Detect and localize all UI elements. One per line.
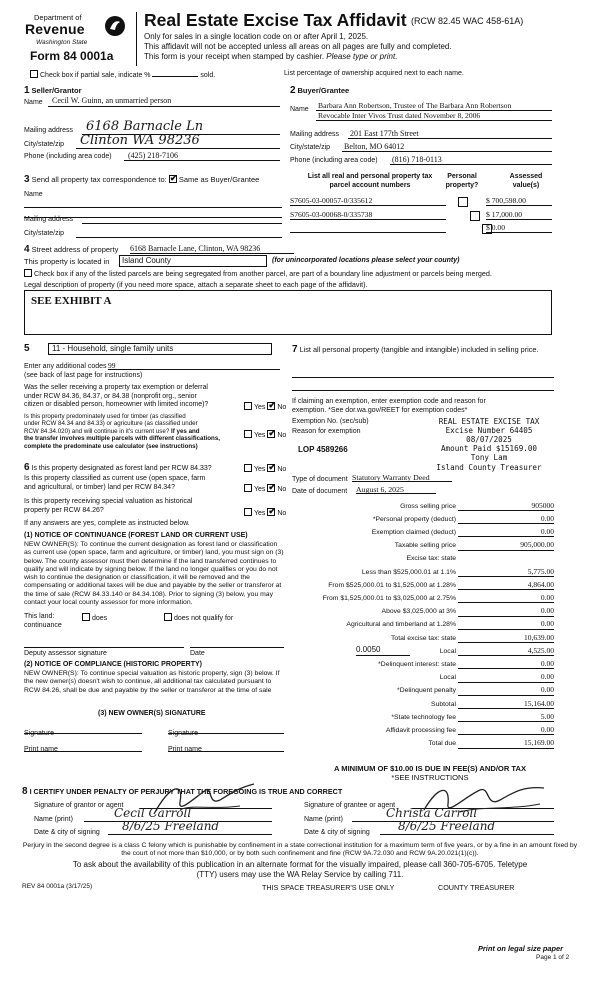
- tax-row-leader: [458, 668, 488, 669]
- sec6-q1: [24, 462, 212, 475]
- tax-row: [296, 606, 554, 617]
- forest-yes[interactable]: [244, 464, 252, 472]
- parcel-number-field[interactable]: [290, 223, 446, 233]
- seller-phone-field[interactable]: (425) 218-7106: [124, 151, 280, 161]
- tax-row-leader: [458, 616, 488, 617]
- tax-row-leader: [458, 708, 488, 709]
- tax-row: [296, 698, 554, 709]
- q-exemption-line-1: Was the seller receiving a property tax exemption or deferral: [24, 384, 208, 391]
- dept-line: Department of: [34, 13, 82, 22]
- tax-row-label: Exemption claimed (deduct): [371, 528, 456, 536]
- buyer-mail-field[interactable]: 201 East 177th Street: [348, 129, 552, 139]
- street-address-field[interactable]: 6168 Barnacle Lane, Clinton, WA 98236: [130, 244, 294, 254]
- personal-header-2: property?: [445, 181, 479, 189]
- notice-compliance-heading: (2) NOTICE OF COMPLIANCE (HISTORIC PROPERTY): [24, 661, 202, 668]
- sec3-name-field[interactable]: [24, 200, 282, 208]
- tax-row-leader: [458, 642, 488, 643]
- legal-paper-note: Print on legal size paper: [478, 944, 564, 953]
- stamp-line-4: Amount Paid $15169.00: [440, 444, 537, 454]
- exemption-line-1: If claiming an exemption, enter exemption code and reason for: [292, 398, 486, 405]
- tax-row-leader: [458, 734, 488, 735]
- exemption-line-2: exemption. *See dor.wa.gov/REET for exemption codes*: [292, 406, 468, 414]
- tax-row-label: From $525,000.01 to $1,525,000 at 1.28%: [328, 581, 456, 589]
- assessed-value-field[interactable]: $ 700,598.00: [486, 196, 552, 206]
- q-timber-line-2: under RCW 84.34 and 84.33) or agriculture (as classified under: [24, 420, 198, 428]
- sec8-number: 8: [22, 786, 28, 797]
- segregated-row: [24, 269, 492, 278]
- assessed-header-1: Assessed: [509, 173, 543, 180]
- sec4-street-row: [24, 244, 118, 257]
- sec6-q2-line-1: Is this property classified as current use (open space, farm: [24, 475, 206, 482]
- deputy-signature-label: Deputy assessor signature: [24, 650, 107, 657]
- tax-row-label: Above $3,025,000 at 3%: [381, 608, 456, 616]
- segregated-label: Check box if any of the listed parcels are being segregated from another parcel, are part of a boundary line adjustment or parcels being merged.: [34, 269, 492, 278]
- buyer-name-field-2[interactable]: Revocable Inter Vivos Trust dated November 8, 2006: [316, 111, 552, 121]
- assessed-value-field[interactable]: $ 17,000.00: [486, 210, 552, 220]
- treasurer-stamp: [424, 417, 554, 472]
- personal-property-field[interactable]: [292, 372, 554, 378]
- yes-label: Yes: [254, 404, 266, 411]
- sig-grantee-label: Signature of grantee or agent: [304, 802, 396, 809]
- historic-yes[interactable]: [244, 508, 252, 516]
- deputy-date-field[interactable]: [190, 642, 284, 648]
- parcels-header-line-2: parcel account numbers: [329, 181, 411, 189]
- grantee-name-field[interactable]: Christa Carroll: [352, 806, 554, 822]
- land-does-not-label: does not qualify for: [174, 615, 234, 622]
- q-timber-answers: [244, 430, 286, 441]
- sec7-number: 7: [292, 344, 298, 355]
- sec6-q3-line-1: Is this property receiving special valuation as historical: [24, 498, 193, 505]
- tax-row: [296, 711, 554, 722]
- tax-row-leader: [458, 682, 488, 683]
- legal-description-box[interactable]: [24, 290, 552, 335]
- header-line-3a: This form is your receipt when stamped by cashier.: [144, 52, 327, 61]
- no-label: No: [277, 466, 287, 473]
- sec6-q2-answers: [244, 484, 286, 495]
- sec6-number: 6: [24, 462, 30, 473]
- tax-row-leader: [458, 510, 488, 511]
- grantor-signature-scribble: [150, 780, 260, 820]
- tax-row-leader: [458, 721, 488, 722]
- doc-type-label: Type of document: [292, 476, 348, 483]
- notice-continuance-heading: (1) NOTICE OF CONTINUANCE (FOREST LAND OR CURRENT USE): [24, 532, 248, 539]
- deputy-signature-field[interactable]: [24, 642, 184, 648]
- tax-row-value[interactable]: 0.00: [488, 659, 554, 669]
- tax-row-label: *Delinquent interest: state: [378, 660, 456, 668]
- page-number: Page 1 of 2: [536, 954, 570, 961]
- tax-row-leader: [458, 536, 488, 537]
- new-owner-signature-heading: (3) NEW OWNER(S) SIGNATURE: [98, 710, 206, 717]
- no-label: No: [277, 486, 287, 493]
- minimum-line-1: A MINIMUM OF $10.00 IS DUE IN FEE(S) AND/OR TAX: [333, 764, 527, 773]
- doc-type-field[interactable]: Statutory Warranty Deed: [352, 473, 452, 482]
- grantee-name-label: Name (print): [304, 816, 343, 823]
- parcels-header-line-1: List all real and personal property tax: [307, 173, 433, 180]
- tax-row-value[interactable]: 0.00: [488, 672, 554, 682]
- current-use-no[interactable]: [267, 484, 275, 492]
- sec5-number: 5: [24, 343, 30, 354]
- stamp-line-6: Island County Treasurer: [436, 462, 542, 472]
- q-timber-line-5: complete the predominate use calculator (see instructions): [24, 442, 198, 450]
- current-use-yes[interactable]: [244, 484, 252, 492]
- tax-row-leader: [458, 576, 488, 577]
- land-use-code-select[interactable]: 11 - Household, single family units: [48, 343, 272, 355]
- header-line-3: [144, 52, 397, 62]
- stamp-line-3: 08/07/2025: [466, 435, 512, 445]
- parcels-header-3: [500, 173, 552, 191]
- q-timber-no[interactable]: [267, 430, 275, 438]
- historic-no[interactable]: [267, 508, 275, 516]
- parcels-header-1: [290, 173, 450, 191]
- tax-row-label: Taxable selling price: [394, 542, 456, 550]
- stamp-line-1: REAL ESTATE EXCISE TAX: [438, 417, 540, 426]
- personal-header-1: Personal: [447, 173, 477, 180]
- header-line-2: This affidavit will not be accepted unless all areas on all pages are fully and completed.: [144, 42, 452, 51]
- sec6-q1-answers: [244, 464, 286, 475]
- sec3-mail-label: Mailing address: [24, 216, 74, 223]
- tax-row-label: *Personal property (deduct): [372, 515, 456, 523]
- tax-row-leader: [458, 695, 488, 696]
- land-does-checkbox[interactable]: [82, 613, 90, 621]
- sec6-q2-line-2: and agricultural, or timber) land per RCW 84.34?: [24, 483, 175, 491]
- partial-sale-label: Check box if partial sale, indicate %: [40, 72, 151, 79]
- sec3-city-field[interactable]: [76, 230, 282, 238]
- sec3-mail-field[interactable]: [82, 216, 282, 224]
- grantor-date-field[interactable]: 8/6/25 Freeland: [108, 819, 272, 835]
- exemption-instructions: [292, 398, 486, 416]
- notice-continuance-body: NEW OWNER(S): To continue the current designation as forest land or classification as current use (open space, farm and agriculture, or timber) land, you must sign on (3) below. The county assessor must then determine if the land transferred continues to qualify and will indicate by signing below. If the land no longer qualifies or you do not wish to continue the designation or classification, it will be removed and the compensating or additional taxes will be due and payable by the seller or transferor at the time of sale (RCW 84.33.140 or 84.34.108). Prior to signing (3) below, you may contact your local county assessor for more information.: [24, 541, 284, 606]
- seller-phone-label: Phone (including area code): [24, 153, 112, 160]
- buyer-section-number: 2: [290, 85, 296, 96]
- tax-row: [296, 632, 554, 643]
- legal-label: Legal description of property (if you need more space, attach a separate sheet to each page of the affidavit).: [24, 280, 368, 289]
- tax-row-value[interactable]: 15,164.00: [488, 699, 554, 709]
- tax-row-value[interactable]: 15,169.00: [488, 738, 554, 748]
- partial-sale-row: [30, 70, 215, 81]
- seller-city-field[interactable]: Clinton WA 98236: [76, 133, 280, 149]
- buyer-phone-label: Phone (including area code): [290, 157, 378, 164]
- minimum-line-2: *SEE INSTRUCTIONS: [391, 772, 469, 782]
- sec7-heading-label: List all personal property (tangible and intangible) included in selling price.: [299, 345, 539, 354]
- sec3-heading: [24, 174, 259, 187]
- grantee-date-field[interactable]: 8/6/25 Freeland: [380, 819, 554, 835]
- reason-label: Reason for exemption: [292, 428, 361, 435]
- tax-row-leader: [458, 629, 488, 630]
- owner-print-2-label: Print name: [168, 746, 202, 753]
- grantor-date-label: Date & city of signing: [34, 829, 100, 836]
- tax-row-leader: [458, 748, 488, 749]
- tax-row-label: Local: [439, 647, 456, 655]
- tax-row-value[interactable]: 905000: [488, 501, 554, 511]
- seller-city-label: City/state/zip: [24, 141, 65, 148]
- tax-row-label: Total due: [428, 740, 456, 748]
- this-land-row: [24, 613, 54, 622]
- buyer-mail-label: Mailing address: [290, 131, 340, 138]
- q-exemption-yes[interactable]: [244, 402, 252, 410]
- state-name: Washington State: [36, 39, 88, 46]
- doc-date-field[interactable]: August 6, 2025: [356, 485, 436, 494]
- yes-label: Yes: [254, 510, 266, 517]
- local-rate-field[interactable]: 0.0050: [356, 645, 410, 656]
- rev-number: REV 84 0001a (3/17/25): [22, 883, 93, 890]
- q-exemption-line-2: under RCW 84.36, 84.37, or 84.38 (nonprofit org., senior: [24, 392, 197, 400]
- same-as-buyer-checkbox[interactable]: [169, 175, 177, 183]
- personal-property-checkbox[interactable]: [470, 211, 480, 221]
- sec3-number: 3: [24, 174, 30, 185]
- tax-row-label: Local: [439, 674, 456, 682]
- tax-row-label: *Delinquent penalty: [397, 687, 456, 695]
- additional-codes-label: Enter any additional codes: [24, 363, 107, 370]
- tax-row-value[interactable]: 0.00: [488, 725, 554, 735]
- treasurer-use-only: THIS SPACE TREASURER'S USE ONLY: [262, 883, 395, 892]
- yes-label: Yes: [254, 466, 266, 473]
- segregated-checkbox[interactable]: [24, 269, 32, 277]
- tax-row-value[interactable]: 0.00: [488, 606, 554, 616]
- owner-signature-1-label: Signature: [24, 730, 54, 737]
- tax-row-value[interactable]: 0.00: [488, 514, 554, 524]
- personal-property-field-2[interactable]: [292, 385, 554, 391]
- grantor-name-label: Name (print): [34, 816, 73, 823]
- q-timber-yes[interactable]: [244, 430, 252, 438]
- tax-row: [296, 658, 554, 669]
- tax-row-label: Affidavit processing fee: [385, 726, 456, 734]
- sec3-name-label: Name: [24, 191, 43, 198]
- tax-row: [296, 553, 554, 564]
- parcel-number-field[interactable]: S7605-03-00068-0/335738: [290, 210, 446, 220]
- doc-date-label: Date of document: [292, 488, 348, 495]
- form-rcw: (RCW 82.45 WAC 458-61A): [411, 16, 524, 26]
- street-label: Street address of property: [31, 245, 119, 254]
- sec6-q2: [24, 475, 205, 493]
- land-does-not-checkbox[interactable]: [164, 613, 172, 621]
- tax-row-leader: [458, 523, 488, 524]
- seller-mail-label: Mailing address: [24, 127, 74, 134]
- tax-row-value[interactable]: 0.00: [488, 685, 554, 695]
- tax-row-value[interactable]: 905,000.00: [488, 540, 554, 550]
- seller-heading-label: Seller/Grantor: [31, 86, 82, 95]
- seller-name-field[interactable]: Cecil W. Guinn, an unmarried person: [48, 96, 280, 107]
- codes-note: (see back of last page for instructions): [24, 372, 143, 379]
- parcel-number-field[interactable]: S7605-03-00057-0/335612: [290, 196, 446, 206]
- perjury-note: Perjury in the second degree is a class C felony which is punishable by confinement in a state correctional institution for a maximum term of five years, or by a fine in an amount fixed by the court of not more than $10,000, or by both such confinement and fine (RCW 9A.72.030 and RCW 9A.20.021(1)(c)).: [22, 842, 578, 858]
- tax-row-label: Total excise tax: state: [391, 634, 456, 642]
- form-number: Form 84 0001a: [30, 49, 114, 63]
- yes-label: Yes: [254, 432, 266, 439]
- grantee-signature-scribble: [420, 780, 550, 820]
- dor-emblem-icon: [104, 15, 126, 37]
- grantor-name-field[interactable]: Cecil Carroll: [84, 806, 272, 822]
- sec6-q1-label: Is this property designated as forest land per RCW 84.33?: [31, 465, 212, 472]
- buyer-phone-field[interactable]: (816) 718-0113: [390, 155, 552, 165]
- stamp-line-2: Excise Number 64405: [445, 426, 533, 436]
- county-treasurer-label: COUNTY TREASURER: [438, 883, 515, 892]
- tax-row-label: Subtotal: [431, 700, 456, 708]
- grantee-date-label: Date & city of signing: [304, 829, 370, 836]
- notice-compliance-body: NEW OWNER(S): To continue special valuation as historic property, sign (3) below. If the new owner(s) doesn't wish to continue, all additional tax calculated pursuant to RCW 84.26, shall be due and payable by the seller or transferor at the time of sale: [24, 670, 280, 694]
- yes-label: Yes: [254, 486, 266, 493]
- sec4-number: 4: [24, 244, 30, 255]
- tax-row-label: Excise tax: state: [406, 555, 456, 563]
- tax-row-label: From $1,525,000.01 to $3,025,000 at 2.75%: [322, 594, 456, 602]
- continuance-label: continuance: [24, 622, 62, 629]
- county-select[interactable]: Island County: [119, 255, 267, 267]
- agency-name: Revenue: [25, 21, 85, 37]
- assessed-value-field[interactable]: $ 0.00: [486, 223, 552, 233]
- q-timber-line-3b: If yes and: [171, 427, 200, 435]
- header-line-3b: Please type or print.: [326, 52, 398, 61]
- tax-row: [296, 672, 554, 683]
- tax-row-label: Gross selling price: [400, 502, 456, 510]
- tax-row-label: *State technology fee: [391, 713, 456, 721]
- tax-row: [296, 566, 554, 577]
- tax-row-label: Less than $525,000.01 at 1.1%: [361, 568, 456, 576]
- parcels-header-2: [442, 173, 482, 191]
- additional-codes-field[interactable]: 99: [108, 361, 280, 370]
- deputy-date-label: Date: [190, 650, 205, 657]
- sec7-heading: [292, 344, 554, 357]
- buyer-name-label: Name: [290, 106, 309, 113]
- seller-name-label: Name: [24, 99, 43, 106]
- alt-format-note-2: (TTY) users may use the WA Relay Service by calling 711.: [196, 870, 404, 879]
- tax-row: [296, 685, 554, 696]
- header-divider: [136, 12, 137, 66]
- sec6-q3: [24, 498, 192, 516]
- q-exemption-answers: [244, 402, 286, 413]
- personal-property-checkbox[interactable]: [458, 197, 468, 207]
- tax-row-leader: [458, 602, 488, 603]
- sig-grantor-label: Signature of grantor or agent: [34, 802, 124, 809]
- tax-row-value[interactable]: 4,525.00: [488, 646, 554, 656]
- header-line-1: Only for sales in a single location code on or after April 1, 2025.: [144, 32, 369, 41]
- tax-row-value[interactable]: 4,864.00: [488, 580, 554, 590]
- tax-row-value[interactable]: 0.00: [488, 619, 554, 629]
- tax-row-leader: [458, 550, 488, 551]
- seller-mail-field[interactable]: 6168 Barnacle Ln: [82, 119, 280, 135]
- q-timber-line-1: Is this property predominately used for timber (as classified: [24, 413, 186, 420]
- forest-no[interactable]: [267, 464, 275, 472]
- this-land-label: This land:: [24, 613, 55, 620]
- no-label: No: [277, 432, 287, 439]
- tax-row-value[interactable]: 5.00: [488, 712, 554, 722]
- sec6-q3-line-2: property per RCW 84.26?: [24, 506, 104, 514]
- tax-row-value[interactable]: 5,775.00: [488, 567, 554, 577]
- q-timber-line-3: RCW 84.34.020) and will continue in it's current use?: [24, 427, 170, 435]
- sec3-city-label: City/state/zip: [24, 230, 65, 237]
- lop-number: LOP 4589266: [298, 445, 348, 454]
- q-exemption-no[interactable]: [267, 402, 275, 410]
- buyer-city-label: City/state/zip: [290, 144, 331, 151]
- no-label: No: [277, 404, 287, 411]
- legal-description-text: SEE EXHIBIT A: [31, 295, 112, 307]
- tax-row-value[interactable]: 0.00: [488, 527, 554, 537]
- tax-row: [296, 619, 554, 630]
- tax-row: [296, 513, 554, 524]
- tax-row-leader: [458, 655, 488, 656]
- tax-row-value[interactable]: 10,639.00: [488, 633, 554, 643]
- stamp-line-5: Tony Lam: [470, 453, 508, 463]
- tax-row: [296, 645, 554, 656]
- tax-row: [296, 500, 554, 511]
- q-exemption-line-3: citizen or disabled person, homeowner with limited income)?: [24, 401, 209, 409]
- tax-row: [296, 724, 554, 735]
- tax-row-label: Agricultural and timberland at 1.28%: [346, 621, 456, 629]
- tax-row: [296, 540, 554, 551]
- seller-section-number: 1: [24, 85, 30, 96]
- q-timber: [24, 413, 250, 450]
- tax-row: [296, 526, 554, 537]
- partial-sale-sold: sold.: [200, 72, 216, 79]
- partial-sale-percent-field[interactable]: [152, 76, 198, 77]
- exemption-no-label: Exemption No. (sec/sub): [292, 418, 369, 425]
- sec8-heading-label: I CERTIFY UNDER PENALTY OF PERJURY THAT THE FOREGOING IS TRUE AND CORRECT: [29, 787, 343, 796]
- sec3-heading-label: Send all property tax correspondence to:: [31, 175, 167, 184]
- q-timber-line-4: the transfer involves multiple parcels with different classifications,: [24, 435, 220, 443]
- sec6-note: If any answers are yes, complete as instructed below.: [24, 520, 190, 527]
- partial-sale-checkbox[interactable]: [30, 70, 38, 78]
- same-as-buyer-label: Same as Buyer/Grantee: [178, 175, 260, 184]
- tax-row-value[interactable]: 0.00: [488, 593, 554, 603]
- this-land-does: [82, 613, 107, 624]
- buyer-city-field[interactable]: Belton, MO 64012: [342, 142, 552, 152]
- this-land-does-not: [164, 613, 233, 624]
- owner-print-1-label: Print name: [24, 746, 58, 753]
- tax-row: [296, 579, 554, 590]
- owner-signature-2-label: Signature: [168, 730, 198, 737]
- assessed-header-2: value(s): [512, 181, 540, 189]
- no-label: No: [277, 510, 287, 517]
- form-title: Real Estate Excise Tax Affidavit: [144, 10, 407, 30]
- located-label: This property is located in: [24, 257, 110, 266]
- located-note: (for unincorporated locations please select your county): [272, 257, 460, 264]
- buyer-name-field-1[interactable]: Barbara Ann Robertson, Trustee of The Barbara Ann Robertson: [316, 101, 552, 111]
- land-does-label: does: [92, 615, 108, 622]
- tax-row: [296, 592, 554, 603]
- alt-format-note-1: To ask about the availability of this publication in an alternate format for the visually impaired, please call 360-705-6705. Teletype: [72, 860, 528, 869]
- buyer-heading-label: Buyer/Grantee: [297, 86, 350, 95]
- tax-row: [296, 738, 554, 749]
- tax-row-leader: [458, 589, 488, 590]
- buyer-heading: [290, 85, 349, 98]
- sec6-q3-answers: [244, 508, 286, 519]
- ownership-note: List percentage of ownership acquired next to each name.: [284, 70, 464, 77]
